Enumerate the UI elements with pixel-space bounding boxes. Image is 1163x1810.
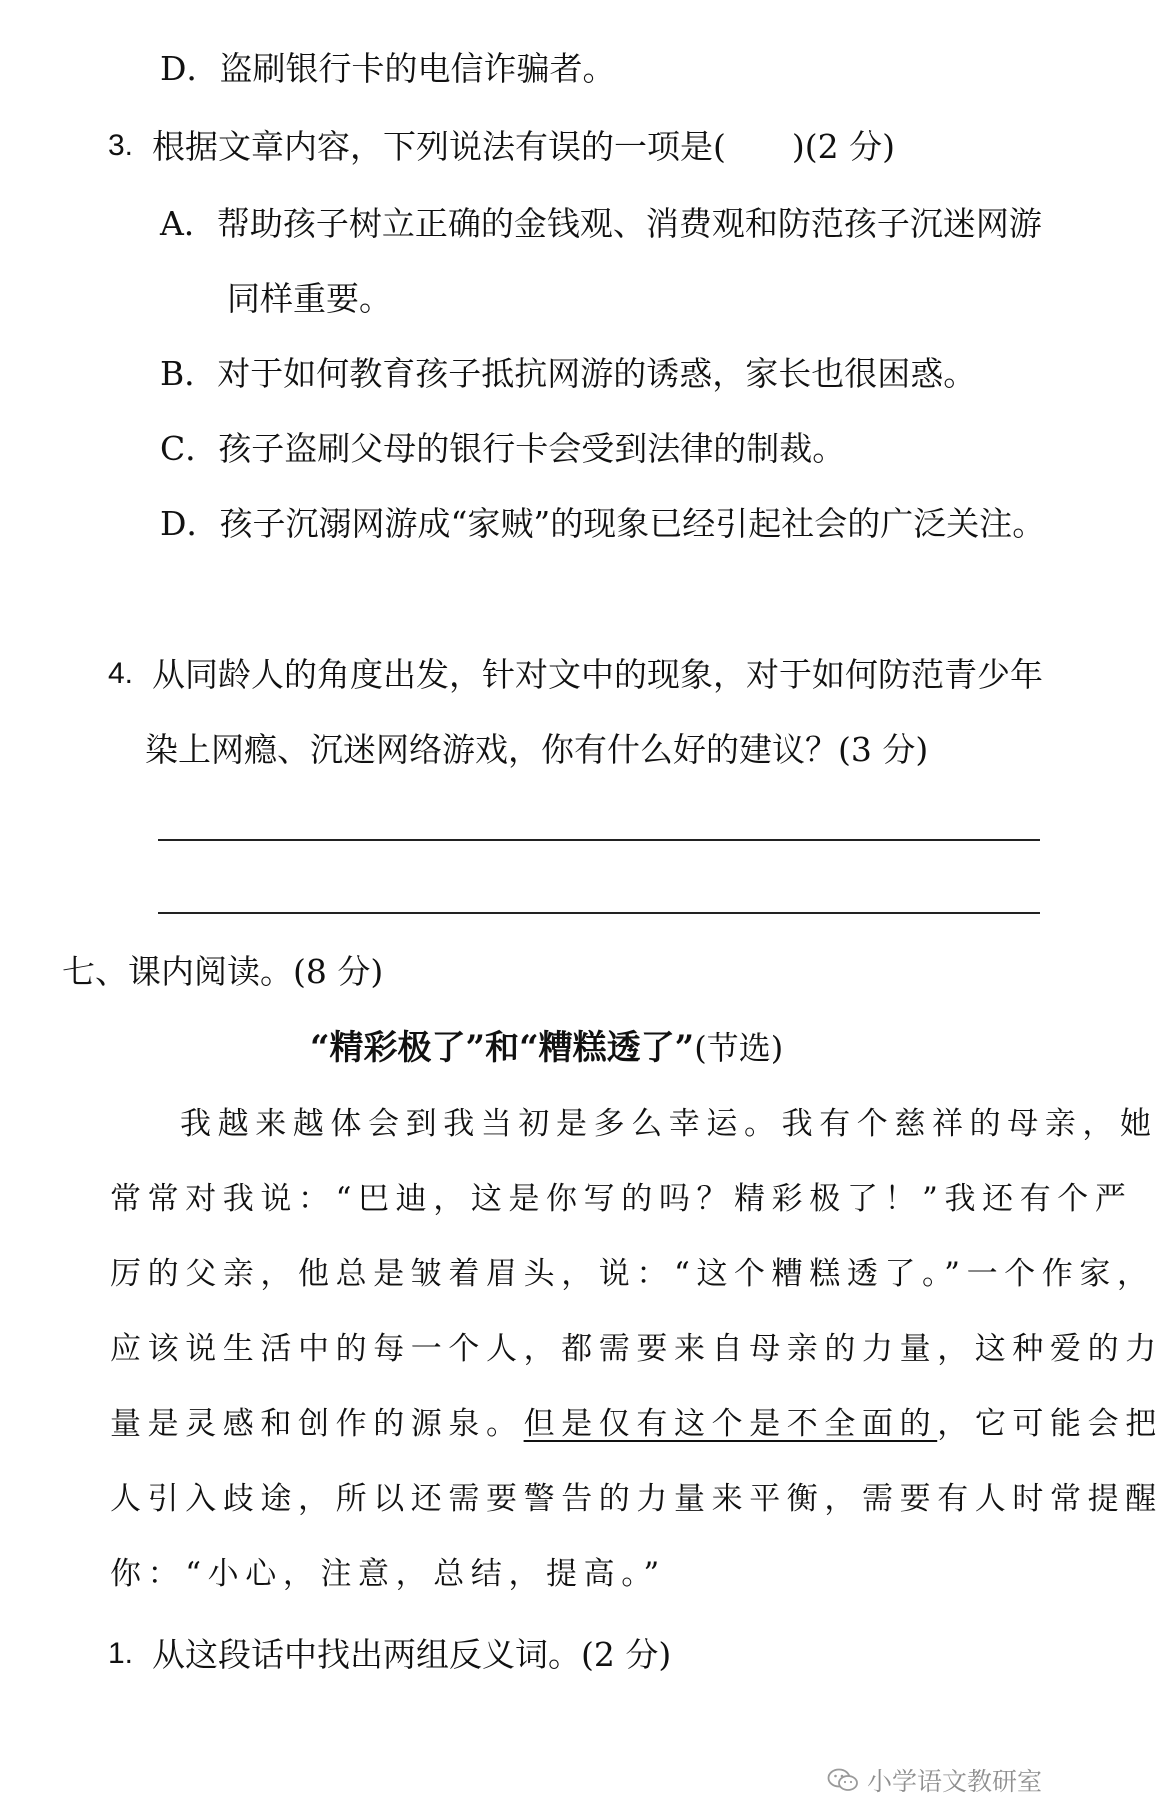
passage-line-4: 应该说生活中的每一个人，都需要来自母亲的力量，这种爱的力 [110,1331,1163,1367]
q3-option-d: D．孩子沉溺网游成“家贼”的现象已经引起社会的广泛关注。 [160,504,1046,543]
q4-text-line2: 染上网瘾、沉迷网络游戏，你有什么好的建议？(3 分) [145,730,929,769]
passage-line-7: 你：“小心，注意，总结，提高。” [110,1556,666,1592]
watermark [827,1762,1042,1798]
answer-line-2[interactable] [158,912,1040,914]
q3-option-a-line2: 同样重要。 [227,279,392,318]
passage-title-sub: (节选) [694,1029,784,1067]
passage-line-2: 常常对我说：“巴迪，这是你写的吗？精彩极了！”我还有个严 [110,1181,1133,1217]
passage-line-3: 厉的父亲，他总是皱着眉头，说：“这个糟糕透了。”一个作家， [110,1256,1155,1292]
q4-text-line1: 从同龄人的角度出发，针对文中的现象，对于如何防范青少年 [152,655,1043,694]
s7-q1-number: 1. [108,1637,134,1670]
passage-line-5 [110,1406,1163,1442]
wechat-icon [827,1768,859,1792]
q3-option-a-line1: A．帮助孩子树立正确的金钱观、消费观和防范孩子沉迷网游 [160,204,1042,243]
q3-text: 根据文章内容，下列说法有误的一项是( )(2 分) [152,127,895,166]
q3-option-b: B．对于如何教育孩子抵抗网游的诱惑，家长也很困惑。 [160,354,977,393]
s7-q1-text: 从这段话中找出两组反义词。(2 分) [152,1635,672,1674]
option-d-previous: D．盗刷银行卡的电信诈骗者。 [160,49,616,88]
answer-line-1[interactable] [158,839,1040,841]
passage-line-1: 我越来越体会到我当初是多么幸运。我有个慈祥的母亲，她 [180,1106,1158,1142]
q3-option-c: C．孩子盗刷父母的银行卡会受到法律的制裁。 [160,429,846,468]
underlined-sentence: 但是仅有这个是不全面的 [523,1406,938,1442]
passage-line-5-end: ，它可能会把 [937,1406,1163,1442]
q3-number: 3. [108,129,134,162]
passage-line-5-start: 量是灵感和创作的源泉。 [110,1406,524,1442]
q4-number: 4. [108,657,134,690]
passage-title [310,1028,784,1068]
section-7-heading: 七、课内阅读。(8 分) [62,952,384,991]
passage-line-6: 人引入歧途，所以还需要警告的力量来平衡，需要有人时常提醒 [110,1481,1163,1517]
passage-title-main: “精彩极了”和“糟糕透了” [310,1028,695,1068]
watermark-text: 小学语文教研室 [866,1767,1042,1796]
